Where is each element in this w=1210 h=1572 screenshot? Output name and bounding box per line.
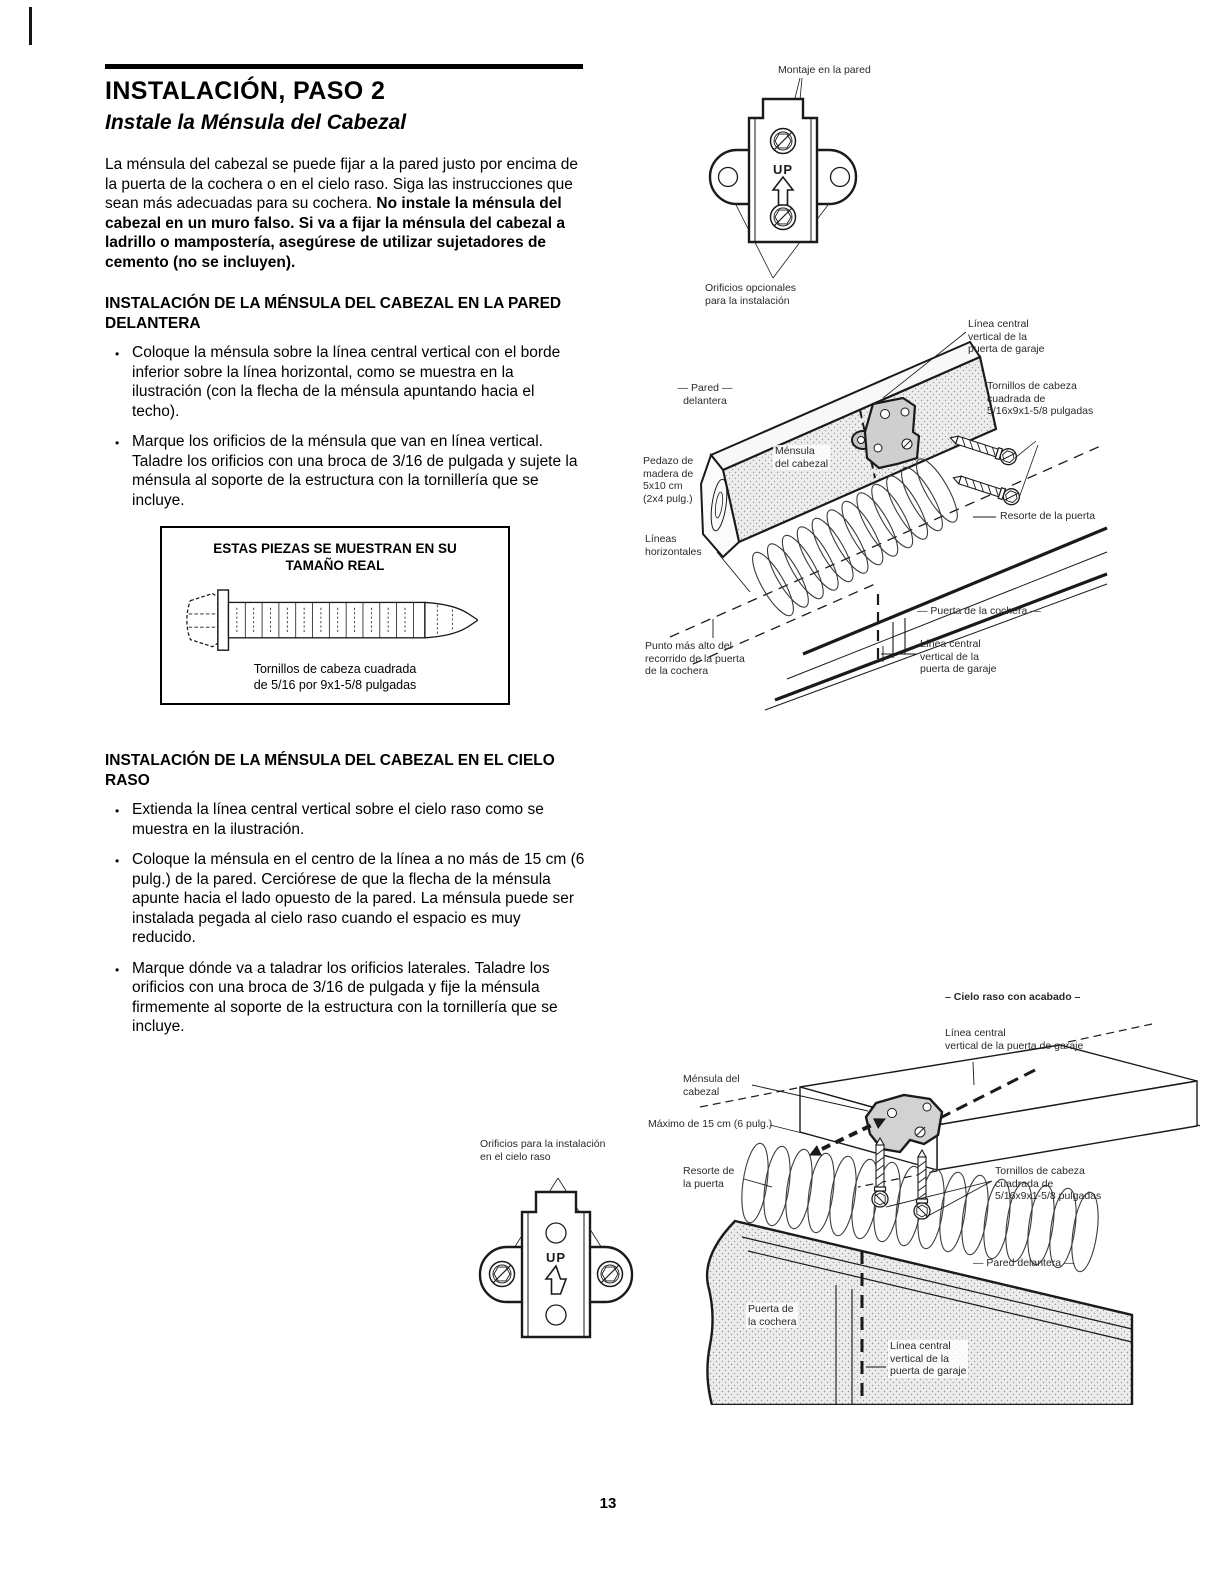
diagram-label: – Cielo raso con acabado – xyxy=(945,991,1081,1003)
diagram-label-line: delantera xyxy=(683,394,727,407)
diagram-label-line: vertical de la xyxy=(920,650,979,663)
diagram-label xyxy=(645,533,702,558)
diagram-label-line: Ménsula del xyxy=(683,1073,740,1085)
diagram-label-line: Resorte de xyxy=(683,1165,735,1177)
diagram-label-line: recorrido de la puerta xyxy=(645,652,745,665)
diagram-label: — Puerta de la cochera — xyxy=(917,605,1041,617)
diagram-label-line: de la cochera xyxy=(645,665,709,677)
mounting-screw-icon xyxy=(771,205,796,230)
list-item xyxy=(105,800,585,839)
diagram-label xyxy=(665,382,745,407)
diagram-label-line: 5/16x9x1-5/8 pulgadas xyxy=(995,1190,1102,1202)
intro-text: La ménsula del cabezal se puede fijar a la pared justo por encima de la puerta de la cochera o en el cielo raso. Siga las instrucciones que sean más adecuadas para su cochera. xyxy=(105,156,579,212)
ceiling-installation-diagram xyxy=(640,985,1200,1405)
diagram-label xyxy=(645,640,745,678)
bullet-text: Coloque la ménsula sobre la línea central vertical con el borde inferior sobre la línea horizontal, como se muestra en la ilustración (con la flecha de la ménsula apuntando hacia el techo). xyxy=(132,344,561,420)
mounting-screw-icon xyxy=(598,1262,623,1287)
up-text: UP xyxy=(772,162,794,177)
mounting-screw-icon xyxy=(490,1262,515,1287)
list-item xyxy=(105,343,585,421)
diagram-label-line: cuadrada de xyxy=(995,1177,1054,1190)
diagram-label xyxy=(995,1165,1101,1203)
diagram-label-line: vertical de la puerta de garaje xyxy=(945,1039,1084,1052)
parts-box-caption-line: Tornillos de cabeza cuadrada xyxy=(253,662,417,676)
diagram-label xyxy=(968,318,1044,356)
diagram-label-line: en el cielo raso xyxy=(480,1150,551,1163)
list-item xyxy=(105,432,585,510)
diagram-label-line: cabezal xyxy=(683,1085,720,1098)
diagram-label-line: (2x4 pulg.) xyxy=(643,492,693,505)
bullet-text: Extienda la línea central vertical sobre el cielo raso como se muestra en la ilustración. xyxy=(132,801,544,838)
diagram-label-line: Punto más alto del xyxy=(645,640,732,652)
actual-size-parts-box xyxy=(160,526,510,705)
wall-installation-diagram xyxy=(635,312,1145,712)
text-column xyxy=(105,64,585,1048)
diagram-label-line: Tornillos de cabeza xyxy=(995,1165,1085,1177)
list-item xyxy=(105,850,585,948)
bullet-icon: • xyxy=(115,962,120,977)
diagram-label-line: Pedazo de xyxy=(643,455,694,467)
diagram-label: — Pared delantera — xyxy=(973,1257,1075,1269)
diagram-label-line: 5/16x9x1-5/8 pulgadas xyxy=(987,405,1094,417)
bullet-icon: • xyxy=(115,804,120,818)
diagram-label-line: Líneas xyxy=(645,533,677,545)
bullet-icon: • xyxy=(115,347,120,361)
parts-box-caption-line: de 5/16 por 9x1-5/8 pulgadas xyxy=(253,677,417,692)
diagram-label xyxy=(683,1073,740,1098)
page-title: INSTALACIÓN, PASO 2 xyxy=(105,77,386,105)
parts-box-title-line: TAMAÑO REAL xyxy=(285,558,385,573)
title-rule xyxy=(105,64,583,69)
diagram-label xyxy=(480,1138,605,1163)
lag-screw-illustration xyxy=(186,582,478,660)
diagram-label-line: para la instalación xyxy=(705,294,790,307)
diagram-label-line: vertical de la xyxy=(968,330,1027,343)
diagram-label-line: cuadrada de xyxy=(987,392,1046,405)
intro-paragraph xyxy=(105,155,585,272)
diagram-label-line: 5x10 cm xyxy=(643,480,683,492)
diagram-label-line: Orificios opcionales xyxy=(705,282,797,294)
diagram-label: Resorte de la puerta xyxy=(1000,510,1096,522)
diagram-label xyxy=(746,1303,798,1328)
diagram-label-line: la cochera xyxy=(748,1315,797,1328)
diagram-label-line: Línea central xyxy=(890,1340,951,1352)
diagram-label-line: madera de xyxy=(643,467,694,480)
diagram-label-line: Ménsula xyxy=(775,445,815,457)
diagram-label-line: puerta de garaje xyxy=(920,663,997,675)
bullet-text: Coloque la ménsula en el centro de la línea a no más de 15 cm (6 pulg.) de la pared. Cerciórese de que la flecha de la ménsula apunte hacia el lado opuesto de la pared. La ménsula puede ser instalada pegada al cielo raso cuando el espacio es muy reducido. xyxy=(132,851,585,946)
parts-box-title xyxy=(162,540,508,574)
lag-screw-icon xyxy=(951,470,1022,507)
diagram-label: Montaje en la pared xyxy=(778,64,871,76)
diagram-label xyxy=(773,445,830,470)
mounting-screw-icon xyxy=(771,129,796,154)
parts-box-caption xyxy=(162,662,508,693)
diagram-label-line: — Pared — xyxy=(677,382,733,394)
diagram-label-line: horizontales xyxy=(645,545,702,558)
diagram-label xyxy=(643,455,693,505)
diagram-label-line: Línea central xyxy=(920,638,981,650)
diagram-label-line: Línea central xyxy=(968,318,1029,330)
section-ceiling-bullets xyxy=(105,800,585,1037)
bullet-text: Marque dónde va a taladrar los orificios laterales. Taladre los orificios con una broca de 3/16 de pulgada y fije la ménsula firmemente al soporte de la estructura con la tornillería que se incluye. xyxy=(132,959,558,1035)
parts-box-title-line: ESTAS PIEZAS SE MUESTRAN EN SU xyxy=(213,541,457,556)
section-wall-bullets xyxy=(105,343,585,510)
diagram-label-line: Línea central xyxy=(945,1027,1006,1039)
scan-artifact xyxy=(29,7,32,45)
diagram-label-line: del cabezal xyxy=(775,457,829,470)
diagram-label xyxy=(920,638,996,676)
diagram-label-line: Orificios para la instalación xyxy=(480,1138,606,1150)
diagram-label xyxy=(987,380,1093,418)
up-text: UP xyxy=(545,1250,567,1265)
diagram-label xyxy=(683,1165,734,1190)
bullet-icon: • xyxy=(115,854,120,868)
bullet-icon: • xyxy=(115,436,120,450)
diagram-label: Máximo de 15 cm (6 pulg.) xyxy=(648,1118,773,1130)
diagram-label-line: Puerta de xyxy=(748,1303,794,1315)
page-subtitle: Instale la Ménsula del Cabezal xyxy=(105,111,407,134)
diagram-label-line: puerta de garaje xyxy=(968,343,1045,355)
intro-warning-text: No instale la ménsula del cabezal en un muro falso. Si va a fijar la ménsula del cabezal a ladrillo o mampostería, asegúrese de utilizar sujetadores de cemento (no se incluyen). xyxy=(105,195,566,271)
diagram-label xyxy=(705,282,796,307)
section-ceiling-heading: INSTALACIÓN DE LA MÉNSULA DEL CABEZAL EN EL CIELO RASO xyxy=(105,752,555,789)
bullet-text: Marque los orificios de la ménsula que van en línea vertical. Taladre los orificios con una broca de 3/16 de pulgada y sujete la ménsula al soporte de la estructura con la tornillería que se incluye. xyxy=(132,433,578,509)
section-wall-heading: INSTALACIÓN DE LA MÉNSULA DEL CABEZAL EN LA PARED DELANTERA xyxy=(105,295,562,332)
diagram-label xyxy=(888,1340,968,1378)
diagram-label-line: Tornillos de cabeza xyxy=(987,380,1077,392)
list-item xyxy=(105,959,585,1037)
page-number: 13 xyxy=(599,1495,617,1512)
diagram-label-line: la puerta xyxy=(683,1177,724,1190)
diagram-label-line: vertical de la xyxy=(890,1352,949,1365)
diagram-label-line: puerta de garaje xyxy=(890,1365,967,1377)
diagram-label xyxy=(945,1027,1083,1052)
wall-bracket-diagram xyxy=(678,62,988,320)
